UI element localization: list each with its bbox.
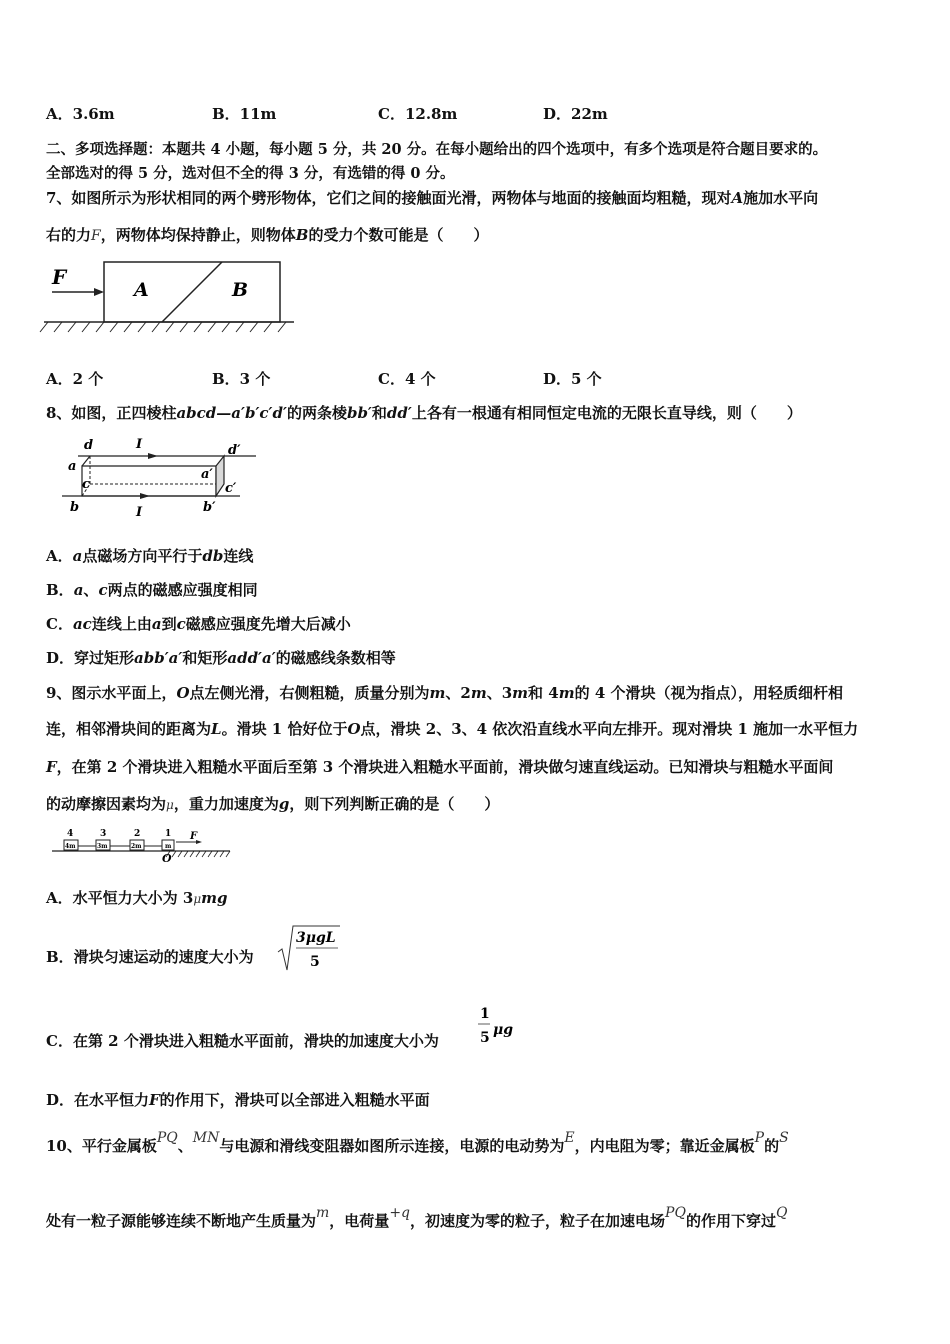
label-c-prime: c′ bbox=[225, 481, 237, 496]
label-d: d bbox=[84, 438, 94, 453]
q9-option-d: D．在水平恒力F的作用下，滑块可以全部进入粗糙水平面 bbox=[46, 1091, 430, 1109]
q9-stem-line2: 连，相邻滑块间的距离为L。滑块 1 恰好位于O点，滑块 2、3、4 依次沿直线水平向左排开。现对滑块 1 施加一水平恒力 bbox=[46, 720, 859, 738]
slider-2-mass: 2m bbox=[131, 843, 142, 850]
label-b-prime: b′ bbox=[203, 500, 216, 515]
section2-heading-line2: 全部选对的得 5 分，选对但不全的得 3 分，有选错的得 0 分。 bbox=[46, 165, 455, 182]
force-label: F bbox=[190, 831, 198, 842]
label-d-prime: d′ bbox=[228, 443, 241, 458]
prism-front-face bbox=[82, 466, 216, 496]
fraction-numerator: 1 bbox=[480, 1006, 490, 1022]
slider-1-mass: m bbox=[165, 843, 172, 850]
q7-wedge-figure bbox=[44, 260, 304, 340]
label-a: a bbox=[68, 459, 77, 474]
wedge-diagonal bbox=[162, 262, 222, 322]
slider-2-label: 2 bbox=[134, 829, 141, 839]
prism-right-face bbox=[216, 456, 224, 496]
q8-option-c: C．ac连线上由a到c磁感应强度先增大后减小 bbox=[46, 615, 351, 633]
sqrt-denominator: 5 bbox=[310, 954, 320, 970]
block-a-label: A bbox=[134, 279, 149, 301]
slider-1-label: 1 bbox=[165, 829, 172, 839]
rough-hatching bbox=[166, 851, 230, 857]
q9-option-b: B．滑块匀速运动的速度大小为 bbox=[46, 948, 254, 966]
q7-stem-line2: 右的力F，两物体均保持静止，则物体B的受力个数可能是（ ） bbox=[46, 226, 489, 244]
q9-stem-line4: 的动摩擦因素均为μ，重力加速度为g，则下列判断正确的是（ ） bbox=[46, 795, 500, 813]
q6-option-a: A．3.6m bbox=[46, 105, 115, 123]
label-c: c bbox=[82, 477, 90, 492]
q9-stem-line1: 9、图示水平面上，O点左侧光滑，右侧粗糙，质量分别为m、2m、3m和 4m的 4 个滑块（视为指点），用轻质细杆相 bbox=[46, 684, 843, 702]
section2-heading-line1: 二、多项选择题：本题共 4 小题，每小题 5 分，共 20 分。在每小题给出的四个选项中，有多个选项是符合题目要求的。 bbox=[46, 141, 828, 158]
fraction-denominator: 5 bbox=[480, 1030, 490, 1046]
q9-option-c-formula bbox=[476, 1002, 526, 1050]
q8-option-a: A．a点磁场方向平行于db连线 bbox=[46, 547, 254, 565]
q7-option-c: C．4 个 bbox=[378, 370, 436, 388]
q7-stem-line1: 7、如图所示为形状相同的两个劈形物体，它们之间的接触面光滑，两物体与地面的接触面均粗糙，现对A施加水平向 bbox=[46, 189, 819, 207]
label-i-top: I bbox=[136, 437, 143, 452]
q7-option-b: B．3 个 bbox=[212, 370, 271, 388]
label-b: b bbox=[70, 500, 80, 515]
slider-4-mass: 4m bbox=[65, 843, 76, 850]
q9-option-a: A．水平恒力大小为 3μmg bbox=[46, 889, 228, 907]
q10-stem-line2: 处有一粒子源能够连续不断地产生质量为m，电荷量+q，初速度为零的粒子，粒子在加速电场PQ的作用下穿过Q bbox=[46, 1205, 788, 1230]
q8-option-d: D．穿过矩形abb′a′和矩形add′a′的磁感线条数相等 bbox=[46, 649, 396, 667]
prism-left-edge-top bbox=[82, 456, 90, 466]
sqrt-numerator: 3μgL bbox=[296, 930, 336, 946]
point-o-label: O bbox=[162, 852, 172, 865]
fraction-tail: μg bbox=[493, 1022, 514, 1038]
q8-option-b: B．a、c两点的磁感应强度相同 bbox=[46, 581, 258, 599]
slider-3-label: 3 bbox=[100, 829, 107, 839]
q9-option-b-formula bbox=[276, 922, 346, 974]
q8-prism-figure bbox=[60, 436, 270, 518]
force-label: F bbox=[52, 265, 67, 289]
q9-option-c: C．在第 2 个滑块进入粗糙水平面前，滑块的加速度大小为 bbox=[46, 1032, 439, 1050]
q7-option-a: A．2 个 bbox=[46, 370, 104, 388]
force-arrowhead bbox=[94, 288, 104, 296]
q7-option-d: D．5 个 bbox=[543, 370, 602, 388]
q6-option-c: C．12.8m bbox=[378, 105, 458, 123]
slider-3-mass: 3m bbox=[97, 843, 108, 850]
ground-hatching bbox=[40, 322, 286, 332]
q6-option-b: B．11m bbox=[212, 105, 277, 123]
q6-option-d: D．22m bbox=[543, 105, 608, 123]
q9-stem-line3: F，在第 2 个滑块进入粗糙水平面后至第 3 个滑块进入粗糙水平面前，滑块做匀速直线运动。已知滑块与粗糙水平面间 bbox=[46, 758, 834, 776]
q10-stem-line1: 10、平行金属板PQ、MN与电源和滑线变阻器如图所示连接，电源的电动势为E，内电阻为零；靠近金属板P的S bbox=[46, 1130, 789, 1155]
block-b-label: B bbox=[232, 279, 249, 301]
label-a-prime: a′ bbox=[201, 467, 213, 482]
q8-stem: 8、如图，正四棱柱abcd—a′b′c′d′的两条棱bb′和dd′上各有一根通有相同恒定电流的无限长直导线，则（ ） bbox=[46, 404, 802, 422]
top-current-arrow bbox=[148, 453, 158, 459]
q9-sliders-figure bbox=[50, 824, 240, 864]
slider-4-label: 4 bbox=[67, 829, 74, 839]
label-i-bottom: I bbox=[136, 505, 143, 520]
